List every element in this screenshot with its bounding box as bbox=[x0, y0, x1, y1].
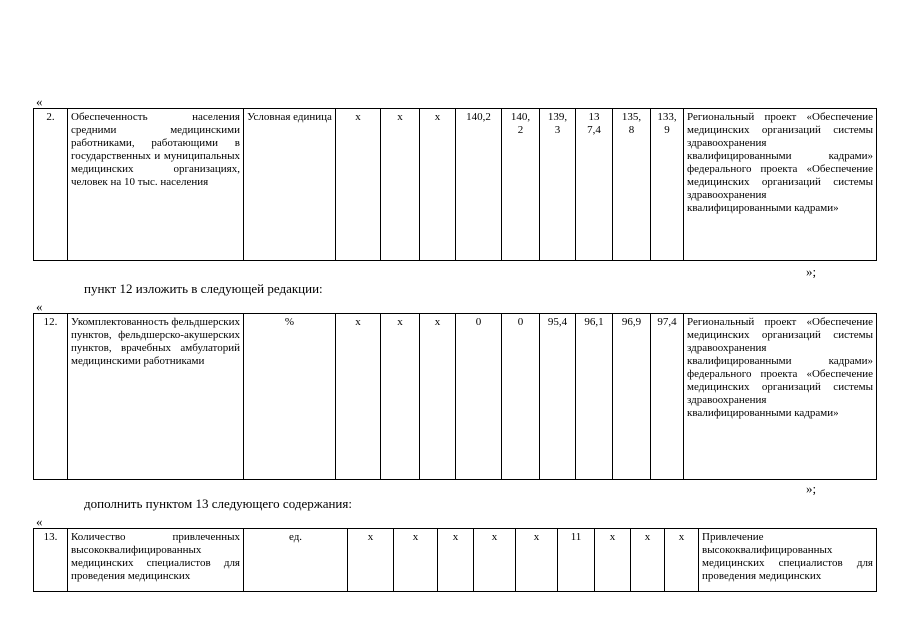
value-cell: 135, 8 bbox=[613, 109, 651, 261]
row-number: 12. bbox=[34, 314, 68, 480]
indicator-name: Обеспеченность населения средними медицинскими работниками, работающими в государственных и муниципальных медицинских организациях, человек на 10 тыс. населения bbox=[68, 109, 244, 261]
value-cell: х bbox=[336, 314, 381, 480]
opening-quote: « bbox=[36, 514, 43, 529]
value-cell: 13 7,4 bbox=[576, 109, 613, 261]
value-cell: 133, 9 bbox=[651, 109, 684, 261]
table-row bbox=[34, 109, 877, 261]
value-cell: х bbox=[420, 109, 456, 261]
opening-quote: « bbox=[36, 94, 43, 109]
value-cell: х bbox=[516, 529, 558, 592]
unit-cell: Условная единица bbox=[244, 109, 336, 261]
value-cell: х bbox=[381, 314, 420, 480]
indicator-table-row-12 bbox=[33, 313, 877, 480]
value-cell: х bbox=[336, 109, 381, 261]
indicator-name: Укомплектованность фельдшерских пунктов, фельдшерско-акушерских пунктов, врачебных амбулаторий медицинскими работниками bbox=[68, 314, 244, 480]
project-cell: Региональный проект «Обеспечение медицинских организаций системы здравоохранения квалифицированными кадрами» федерального проекта «Обеспечение медицинских организаций системы здравоохранения квалифицированными кадрами» bbox=[684, 109, 877, 261]
project-cell: Региональный проект «Обеспечение медицинских организаций системы здравоохранения квалифицированными кадрами» федерального проекта «Обеспечение медицинских организаций системы здравоохранения квалифицированными кадрами» bbox=[684, 314, 877, 480]
value-cell: 0 bbox=[456, 314, 502, 480]
table-row bbox=[34, 529, 877, 592]
opening-quote: « bbox=[36, 299, 43, 314]
unit-cell: % bbox=[244, 314, 336, 480]
row-number: 13. bbox=[34, 529, 68, 592]
indicator-table-row-2 bbox=[33, 108, 877, 261]
value-cell: х bbox=[474, 529, 516, 592]
value-cell: х bbox=[665, 529, 699, 592]
instruction-paragraph-12: пункт 12 изложить в следующей редакции: bbox=[84, 281, 323, 296]
value-cell: х bbox=[381, 109, 420, 261]
value-cell: 140, 2 bbox=[502, 109, 540, 261]
table-row bbox=[34, 314, 877, 480]
indicator-table-row-13 bbox=[33, 528, 877, 592]
value-cell: х bbox=[631, 529, 665, 592]
closing-quote: »; bbox=[806, 481, 817, 496]
project-cell: Привлечение высококвалифицированных медицинских специалистов для проведения медицинских bbox=[699, 529, 877, 592]
closing-quote: »; bbox=[806, 264, 817, 279]
value-cell: 140,2 bbox=[456, 109, 502, 261]
value-cell: 95,4 bbox=[540, 314, 576, 480]
value-cell: 11 bbox=[558, 529, 595, 592]
value-cell: 96,1 bbox=[576, 314, 613, 480]
value-cell: х bbox=[348, 529, 394, 592]
value-cell: х bbox=[595, 529, 631, 592]
value-cell: х bbox=[438, 529, 474, 592]
value-cell: х bbox=[394, 529, 438, 592]
row-number: 2. bbox=[34, 109, 68, 261]
instruction-paragraph-13: дополнить пунктом 13 следующего содержания: bbox=[84, 496, 352, 511]
unit-cell: ед. bbox=[244, 529, 348, 592]
value-cell: 0 bbox=[502, 314, 540, 480]
value-cell: 139, 3 bbox=[540, 109, 576, 261]
value-cell: 96,9 bbox=[613, 314, 651, 480]
indicator-name: Количество привлеченных высококвалифицированных медицинских специалистов для проведения медицинских bbox=[68, 529, 244, 592]
value-cell: 97,4 bbox=[651, 314, 684, 480]
value-cell: х bbox=[420, 314, 456, 480]
